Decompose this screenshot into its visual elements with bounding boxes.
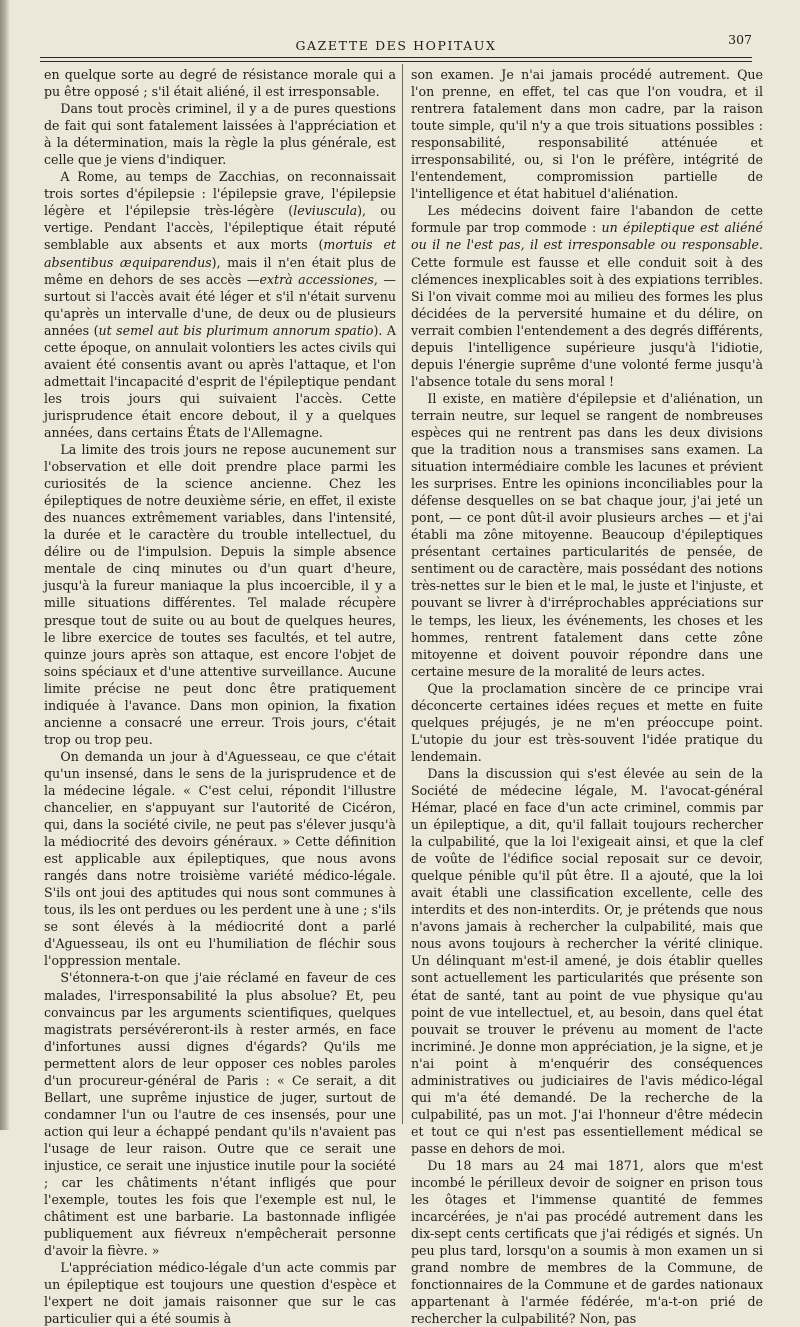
paragraph: La limite des trois jours ne repose aucunement sur l'observation et elle doit prendre place parmi les curiosités de la science ancienne. Chez les épileptiques de notre deuxième série, en effet, il existe des nuances extrêmement variables, dans l'intensité, la durée et le caractère du trouble intellectuel, du délire ou de l'impulsion. Depuis la simple absence mentale de cinq minutes ou d'un quart d'heure, jusqu'à la fureur maniaque la plus incoercible, il y a mille situations différentes. Tel malade récupère presque tout de suite ou au bout de quelques heures, le libre exercice de toutes ses facultés, et tel autre, quinze jours après son attaque, est encore l'objet de soins spéciaux et d'une attentive surveillance. Aucune limite précise ne peut donc être pratiquement indiquée à l'avance. Dans mon opinion, la fixation ancienne a consacré une erreur. Trois jours, c'était trop ou trop peu. xyxy=(44,442,396,747)
paragraph: en quelque sorte au degré de résistance morale qui a pu être opposé ; s'il était aliéné, il est irresponsable. xyxy=(44,67,396,100)
header-rule-thick xyxy=(40,57,752,58)
paragraph xyxy=(411,202,763,390)
latin-phrase: mortuis et absentibus æquiparendus xyxy=(44,237,396,270)
latin-phrase: extrà accessiones xyxy=(259,271,374,287)
book-binding-edge xyxy=(0,0,10,1130)
paragraph xyxy=(44,168,396,441)
paragraph: L'appréciation médico-légale d'un acte commis par un épileptique est toujours une question d'espèce et l'expert ne doit jamais raisonner que sur le cas particulier qui a été soumis à xyxy=(44,1260,396,1327)
page-number: 307 xyxy=(728,32,752,47)
right-column xyxy=(411,66,763,1327)
journal-title: GAZETTE DES HOPITAUX xyxy=(295,38,497,53)
text-run: , — surtout si l'accès avait été léger et s'il n'était survenu qu'après un intervalle d'une, de deux ou de plusieurs années ( xyxy=(44,271,396,338)
paragraph: S'étonnera-t-on que j'aie réclamé en faveur de ces malades, l'irresponsabilité la plus absolue? Et, peu convaincus par les arguments scientifiques, quelques magistrats persévéreront-ils à rester armés, en face d'infortunes aussi dignes d'égards? Qu'ils me permettent alors de leur opposer ces nobles paroles d'un procureur-général de Paris : « Ce serait, a dit Bellart, une suprême injustice de juger, surtout de condamner l'un ou l'autre de ces insensés, pour une action qui leur a échappé pendant qu'ils n'avaient pas l'usage de leur raison. Outre que ce serait une injustice, ce serait une injustice inutile pour la société ; car les châtiments n'étant infligés que pour l'exemple, toutes les fois que l'exemple est nul, le châtiment est une barbarie. La bastonnade infligée publiquement aux fiévreux n'empêcherait personne d'avoir la fièvre. » xyxy=(44,970,396,1259)
text-run: ). A cette époque, on annulait volontiers les actes civils qui avaient été consentis avant ou après l'attaque, et l'on admettait l'incapacité d'esprit de l'épileptique pendant les trois jours qui suivaient l'accès. Cette jurisprudence était encore debout, il y a quelques années, dans certains États de l'Allemagne. xyxy=(44,322,396,440)
paragraph: On demanda un jour à d'Aguesseau, ce que c'était qu'un insensé, dans le sens de la jurisprudence et de la médecine légale. « C'est celui, répondit l'illustre chancelier, en s'appuyant sur l'autorité de Cicéron, qui, dans la société civile, ne peut pas s'élever jusqu'à la médiocrité des devoirs généraux. » Cette définition est applicable aux épileptiques, que nous avons rangés dans notre troisième variété médico-légale. S'ils ont joui des aptitudes qui nous sont communes à tous, ils les ont perdues ou les perdent une à une ; s'ils se sont élevés à la médiocrité dont a parlé d'Aguesseau, ils ont eu l'humiliation de fléchir sous l'oppression mentale. xyxy=(44,748,396,969)
text-run: Cette formule est fausse et elle conduit soit à des clémences inexplicables soit à des expiations terribles. Si l'on vivait comme moi au milieu des formes les plus décidées de la perversité humaine et du délire, on verrait combien l'entendement a des degrés différents, depuis l'intelligence supérieure jusqu'à l'idiotie, depuis l'énergie suprême d'une volonté ferme jusqu'à l'absence totale du sens moral ! xyxy=(411,254,763,389)
left-column xyxy=(44,66,397,1327)
latin-phrase: ut semel aut bis plurimum annorum spatio xyxy=(98,322,374,338)
latin-phrase: leviuscula xyxy=(293,203,358,219)
column-divider xyxy=(402,64,403,1124)
header-rule-thin xyxy=(40,61,752,62)
text-run: A Rome, au temps de Zacchias, on reconnaissait trois sortes d'épilepsie : l'épilepsie grave, l'épilepsie légère et l'épilepsie très-légère ( xyxy=(44,169,396,219)
paragraph: Dans tout procès criminel, il y a de pures questions de fait qui sont fatalement laissées à l'appréciation et à la détermination, mais la règle la plus générale, est celle que je viens d'indiquer. xyxy=(44,101,396,168)
text-run: ), mais il n'en était plus de même en dehors de ses accès — xyxy=(44,254,397,287)
paragraph: Que la proclamation sincère de ce principe vrai déconcerte certaines idées reçues et mette en fuite quelques préjugés, je ne m'en préoccupe point. L'utopie du jour est très-souvent l'idée pratique du lendemain. xyxy=(411,680,763,764)
paragraph: Du 18 mars au 24 mai 1871, alors que m'est incombé le périlleux devoir de soigner en prison tous les ôtages et l'immense quantité de femmes incarcérées, je n'ai pas procédé autrement dans les dix-sept cents certificats que j'ai rédigés et signés. Un peu plus tard, lorsqu'on a soumis à mon examen un si grand nombre de membres de la Commune, de fonctionnaires de la Commune et de gardes nationaux appartenant à l'armée fédérée, m'a-t-on prié de rechercher la culpabilité? Non, pas xyxy=(411,1158,763,1327)
paragraph: Il existe, en matière d'épilepsie et d'aliénation, un terrain neutre, sur lequel se rangent de nombreuses espèces qui ne rentrent pas dans les deux divisions que la tradition nous a transmises sans examen. La situation intermédiaire comble les lacunes et prévient les surprises. Entre les opinions inconciliables pour la défense desquelles on se bat chaque jour, j'ai jeté un pont, — ce pont dût-il avoir plusieurs arches — et j'ai établi ma zône mitoyenne. Beaucoup d'épileptiques présentant certaines particularités de pensée, de sentiment ou de caractère, mais possédant des notions très-nettes sur le bien et le mal, le juste et l'injuste, et pouvant se livrer à d'irréprochables appréciations sur le temps, les lieux, les événements, les choses et les hommes, rentrent fatalement dans cette zône mitoyenne et doivent pouvoir répondre dans une certaine mesure de la moralité de leurs actes. xyxy=(411,390,763,679)
text-run: Les médecins doivent faire l'abandon de cette formule par trop commode : xyxy=(411,203,763,236)
text-run: ), ou vertige. Pendant l'accès, l'épileptique était réputé semblable aux absents et aux morts ( xyxy=(44,203,396,253)
paragraph: Dans la discussion qui s'est élevée au sein de la Société de médecine légale, M. l'avocat-général Hémar, placé en face d'un acte criminel, commis par un épileptique, a dit, qu'il fallait toujours rechercher la culpabilité, que la loi l'exigeait ainsi, et que la clef de voûte de l'édifice social reposait sur ce devoir, quelque pénible qu'il pût être. Il a ajouté, que la loi avait établi une classification excellente, celle des interdits et des non-interdits. Or, je prétends que nous n'avons jamais à rechercher la culpabilité, mais que nous avons toujours à rechercher la vérité clinique. Un délinquant m'est-il amené, je dois établir quelles sont actuellement les particularités que présente son état de santé, tant au point de vue physique qu'au point de vue intellectuel, et, au besoin, dans quel état pouvait se trouver le prévenu au moment de l'acte incriminé. Je donne mon appréciation, je la signe, et je n'ai point à m'enquérir des conséquences administratives ou judiciaires de l'avis médico-légal qui m'a été demandé. De la recherche de la culpabilité, pas un mot. J'ai l'honneur d'être médecin et tout ce qui n'est pas essentiellement médical se passe en dehors de moi. xyxy=(411,765,763,1156)
paragraph: son examen. Je n'ai jamais procédé autrement. Que l'on prenne, en effet, tel cas que l'on voudra, et il rentrera fatalement dans mon cadre, par la raison toute simple, qu'il n'y a que trois situations possibles : responsabilité, responsabilité atténuée et irresponsabilité, ou, si l'on le préfère, intégrité de l'entendement, compromission partielle de l'intelligence et état habituel d'aliénation. xyxy=(411,67,763,202)
italic-formula: un épileptique est aliéné ou il ne l'est pas, il est irresponsable ou responsable. xyxy=(411,220,763,253)
